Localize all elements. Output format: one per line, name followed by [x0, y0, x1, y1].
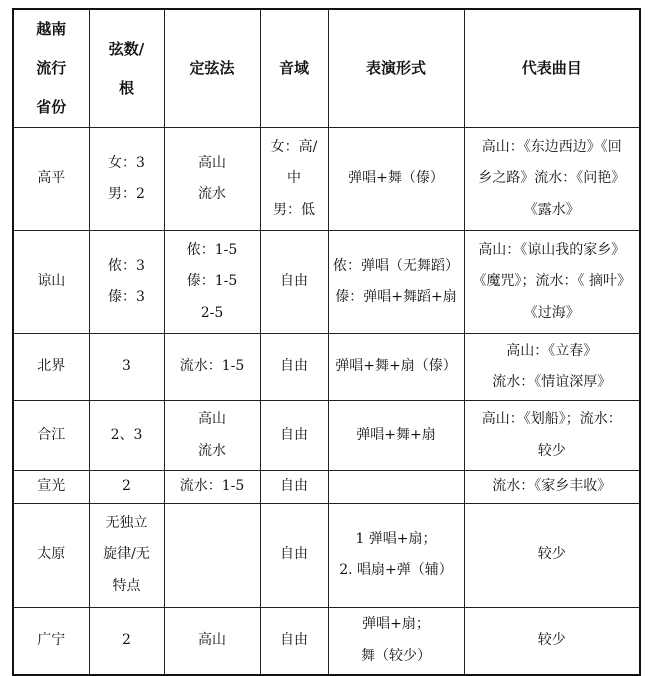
cell-line: 谅山 — [37, 273, 66, 290]
cell-line: 特点 — [112, 577, 141, 594]
cell-tuning — [164, 471, 260, 504]
cell-repertoire — [464, 401, 640, 471]
cell-line: 自由 — [280, 358, 308, 375]
cell-line: 高山：《划船》；流水： — [481, 411, 622, 427]
cell-line: 弹唱+扇； — [362, 616, 430, 633]
header-province: 越南 流行 省份 — [13, 9, 89, 128]
cell-line: 2 — [122, 478, 131, 494]
cell-range — [260, 607, 328, 675]
cell-line: 《魔咒》；流水：《 摘叶》 — [472, 273, 631, 290]
cell-line: 流水：《情谊深厚》 — [492, 374, 612, 390]
header-row — [13, 9, 640, 128]
cell-line: 高山 — [198, 632, 226, 648]
cell-range — [260, 503, 328, 607]
cell-form — [328, 471, 464, 504]
cell-line: 傣：1-5 — [186, 273, 238, 290]
cell-line: 自由 — [280, 546, 308, 563]
cell-strings — [89, 607, 164, 675]
cell-province — [13, 471, 89, 504]
cell-line: 自由 — [280, 478, 308, 494]
cell-line: 《露水》 — [523, 201, 580, 218]
cell-strings — [89, 471, 164, 504]
instrument-table — [12, 8, 641, 676]
cell-repertoire — [464, 128, 640, 231]
cell-line: 较少 — [537, 546, 566, 563]
cell-line: 北界 — [37, 358, 66, 375]
table-row — [13, 231, 640, 334]
cell-line: 旋律/无 — [103, 546, 150, 563]
cell-line: 女：3 — [108, 154, 145, 171]
header-range: 音域 — [260, 9, 328, 128]
cell-line: 流水：1-5 — [179, 358, 245, 375]
cell-line: 弹唱+舞+扇 — [356, 426, 436, 443]
cell-province — [13, 607, 89, 675]
cell-line: 合江 — [37, 426, 66, 443]
cell-line: 2 — [122, 632, 131, 648]
table-row — [13, 471, 640, 504]
cell-tuning — [164, 128, 260, 231]
cell-line: 3 — [122, 358, 131, 375]
cell-tuning — [164, 231, 260, 334]
cell-line: 高山 — [198, 411, 226, 427]
cell-line: 自由 — [280, 273, 308, 290]
cell-line: 弹唱+舞（傣） — [348, 170, 444, 187]
cell-range — [260, 471, 328, 504]
cell-range — [260, 334, 328, 401]
cell-form — [328, 334, 464, 401]
cell-line: 1 弹唱+扇； — [355, 530, 437, 547]
cell-line: 高山：《立春》 — [506, 342, 598, 359]
table-row — [13, 607, 640, 675]
cell-tuning — [164, 401, 260, 471]
cell-line: 男：2 — [108, 186, 145, 202]
table-row — [13, 401, 640, 471]
cell-line: 流水 — [198, 442, 226, 459]
cell-form — [328, 401, 464, 471]
cell-line: 侬：1-5 — [186, 241, 238, 258]
cell-line: 傣：弹唱+舞蹈+扇 — [335, 289, 457, 305]
cell-line: 高平 — [37, 170, 66, 187]
cell-range — [260, 231, 328, 334]
cell-line: 较少 — [537, 632, 566, 648]
cell-repertoire — [464, 334, 640, 401]
cell-line: 傣：3 — [108, 289, 145, 305]
cell-repertoire — [464, 503, 640, 607]
cell-form — [328, 231, 464, 334]
cell-line: 《过海》 — [523, 304, 580, 321]
table-row — [13, 334, 640, 401]
cell-province — [13, 128, 89, 231]
cell-line: 男：低 — [273, 201, 315, 218]
cell-tuning — [164, 607, 260, 675]
cell-line: 高山 — [198, 154, 226, 171]
cell-line: 中 — [287, 170, 301, 187]
cell-province — [13, 401, 89, 471]
cell-line: 流水：1-5 — [179, 478, 245, 494]
cell-strings — [89, 231, 164, 334]
cell-line: 自由 — [280, 426, 308, 443]
header-form: 表演形式 — [328, 9, 464, 128]
cell-form — [328, 503, 464, 607]
cell-line: 流水 — [198, 186, 226, 202]
cell-strings — [89, 401, 164, 471]
cell-line: 2、3 — [110, 426, 143, 443]
cell-province — [13, 231, 89, 334]
table-row — [13, 503, 640, 607]
cell-line: 弹唱+舞+扇（傣） — [335, 358, 457, 375]
cell-line: 高山：《东边西边》《回 — [481, 138, 622, 155]
cell-repertoire — [464, 607, 640, 675]
cell-form — [328, 128, 464, 231]
cell-strings — [89, 334, 164, 401]
cell-line: 广宁 — [37, 632, 66, 648]
cell-line: 2-5 — [200, 304, 224, 321]
cell-line: 高山：《谅山我的家乡》 — [478, 241, 626, 258]
cell-strings — [89, 128, 164, 231]
cell-province — [13, 334, 89, 401]
header-repertoire: 代表曲目 — [464, 9, 640, 128]
cell-line: 宣光 — [37, 478, 66, 494]
cell-line: 乡之路》流水：《问艳》 — [478, 170, 626, 187]
cell-line: 女：高/ — [270, 138, 318, 155]
cell-range — [260, 401, 328, 471]
cell-line: 流水：《家乡丰收》 — [492, 478, 612, 494]
cell-line: 太原 — [37, 546, 66, 563]
cell-line: 较少 — [537, 442, 566, 459]
table-row — [13, 128, 640, 231]
cell-province — [13, 503, 89, 607]
cell-strings — [89, 503, 164, 607]
cell-line: 2. 唱扇+弹（辅） — [339, 562, 453, 578]
cell-line: 侬：3 — [108, 257, 145, 274]
cell-tuning — [164, 334, 260, 401]
cell-repertoire — [464, 231, 640, 334]
cell-line: 自由 — [280, 632, 308, 648]
header-tuning: 定弦法 — [164, 9, 260, 128]
cell-line: 舞（较少） — [361, 647, 431, 664]
cell-form — [328, 607, 464, 675]
cell-repertoire — [464, 471, 640, 504]
cell-line: 无独立 — [105, 514, 148, 531]
cell-range — [260, 128, 328, 231]
cell-tuning — [164, 503, 260, 607]
cell-line: 侬：弹唱（无舞蹈） — [333, 257, 459, 274]
header-strings: 弦数/ 根 — [89, 9, 164, 128]
